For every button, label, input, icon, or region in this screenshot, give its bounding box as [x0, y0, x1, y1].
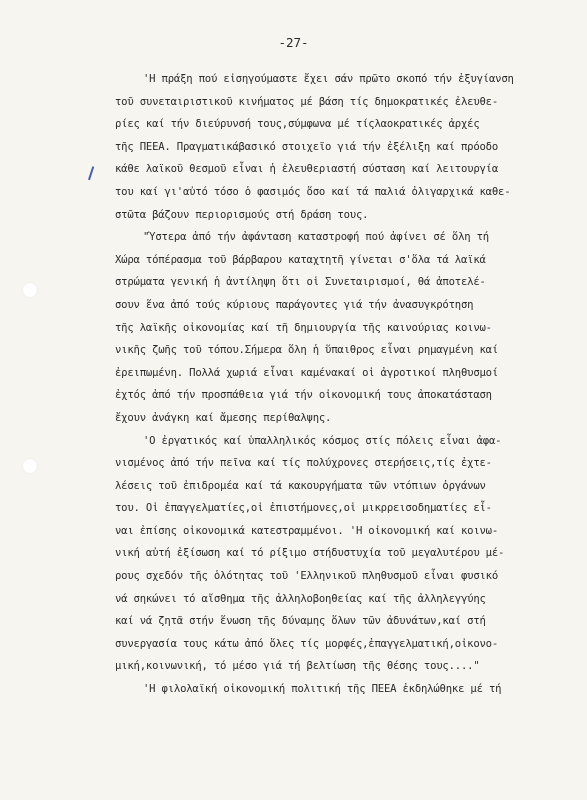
page-number: -27-	[278, 35, 309, 50]
text-line: ἐχτός ἀπό τήν προσπάθεια γιά τήν οἰκονομική τους ἀποκατάσταση	[115, 389, 492, 402]
text-line: στρώματα γενική ἡ ἀντίληψη ὅτι οἱ Συνεταιρισμοί, θά ἀποτελέ-	[115, 276, 486, 289]
punch-hole-top	[22, 282, 38, 298]
text-line: νική αὐτή ἐξίσωση καί τό ρίξιμο στήδυστυχία τοῦ μεγαλυτέρου μέ-	[115, 547, 505, 560]
text-line: του. Οἱ ἐπαγγελματίες,οἱ ἐπιστήμονες,οἱ μικρρεισοδηματίες εἶ-	[115, 502, 492, 515]
text-line: 'Η πράξη πού εἰσηγούμαστε ἔχει σάν πρῶτο σκοπό τήν ἐξυγίανση	[143, 73, 514, 85]
text-line: τοῦ συνεταιριστικοῦ κινήματος μέ βάση τίς δημοκρατικές ἐλευθε-	[115, 95, 499, 108]
text-line: ναι ἐπίσης οἰκονομικά κατεστραμμένοι. 'Η οἰκονομική καί κοινω-	[115, 524, 499, 537]
text-line: νικῆς ζωῆς τοῦ τόπου.Σήμερα ὅλη ἡ ὕπαιθρος εἶναι ρημαγμένη καί	[115, 344, 499, 357]
typed-text-body	[115, 68, 555, 701]
text-line: ἐρειπωμένη. Πολλά χωριά εἶναι καμένακαί οἱ ἀγροτικοί πληθυσμοί	[115, 366, 499, 379]
text-line: ἔχουν ἀνάγκη καί ἄμεσης περίθαλψης.	[115, 411, 332, 424]
punch-hole-bottom	[22, 458, 38, 474]
text-line: του καί γι'αὐτό τόσο ὁ φασιμός ὅσο καί τά παλιά ὀλιγαρχικά καθε-	[115, 185, 511, 198]
text-line: νισμένος ἀπό τήν πεῖνα καί τίς πολύχρονες στερήσεις,τίς ἐχτε-	[115, 457, 492, 470]
text-line: ρους σχεδόν τῆς ὁλότητας τοῦ 'Ελληνικοῦ πληθυσμοῦ εἶναι φυσικό	[115, 570, 499, 583]
text-line: μική,κοινωνική, τό μέσο γιά τή βελτίωση τῆς θέσης τους...."	[115, 660, 480, 673]
text-line: στῶτα βάζουν περιορισμούς στή δράση τους.	[115, 208, 369, 221]
text-line: τῆς ΠΕΕΑ. Πραγματικάβασικό στοιχεῖο γιά τήν ἐξέλιξη καί πρόοδο	[115, 140, 499, 153]
margin-pen-mark	[88, 166, 99, 181]
text-line: καί νά ζητᾶ στήν ἕνωση τῆς δύναμης ὅλων τῶν ἀδυνάτων,καί στή	[115, 615, 486, 628]
text-line: 'Η φιλολαϊκή οἰκονομική πολιτική τῆς ΠΕΕΑ ἐκδηλώθηκε μέ τή	[143, 683, 502, 696]
text-line: λέσεις τοῦ ἐπιδρομέα καί τά κακουργήματα τῶν ντόπιων ὀργάνων	[115, 479, 486, 492]
text-line: 'Ο ἐργατικός καί ὑπαλληλικός κόσμος στίς πόλεις εἶναι ἀφα-	[143, 434, 502, 447]
text-line: κάθε λαϊκοῦ θεσμοῦ εἶναι ἡ ἐλευθεριαστή σύσταση καί λειτουργία	[115, 163, 499, 176]
text-line: "Ύστερα ἀπό τήν ἀφάνταση καταστροφή πού ἀφίνει σέ ὅλη τή	[143, 231, 489, 244]
text-line: νά σηκώνει τό αἴσθημα τῆς ἀλληλοβοηθείας καί τῆς ἀλληλεγγύης	[115, 592, 486, 605]
text-line: συνεργασία τους κάτω ἀπό ὅλες τίς μορφές,ἐπαγγελματική,οἰκονο-	[115, 637, 499, 650]
text-line: σουν ἕνα ἀπό τούς κύριους παράγοντες γιά τήν ἀνασυγκρότηση	[115, 298, 474, 311]
text-line: Χώρα τόπέρασμα τοῦ βάρβαρου καταχτητῆ γίνεται σ'ὅλα τά λαϊκά	[115, 253, 486, 266]
text-line: τῆς λαϊκῆς οἰκονομίας καί τῆ δημιουργία τῆς καινούριας κοινω-	[115, 321, 492, 334]
text-line: ρίες καί τήν διεύρυνσή τους,σύμφωνα μέ τίςλαοκρατικές ἀρχές	[115, 118, 480, 131]
